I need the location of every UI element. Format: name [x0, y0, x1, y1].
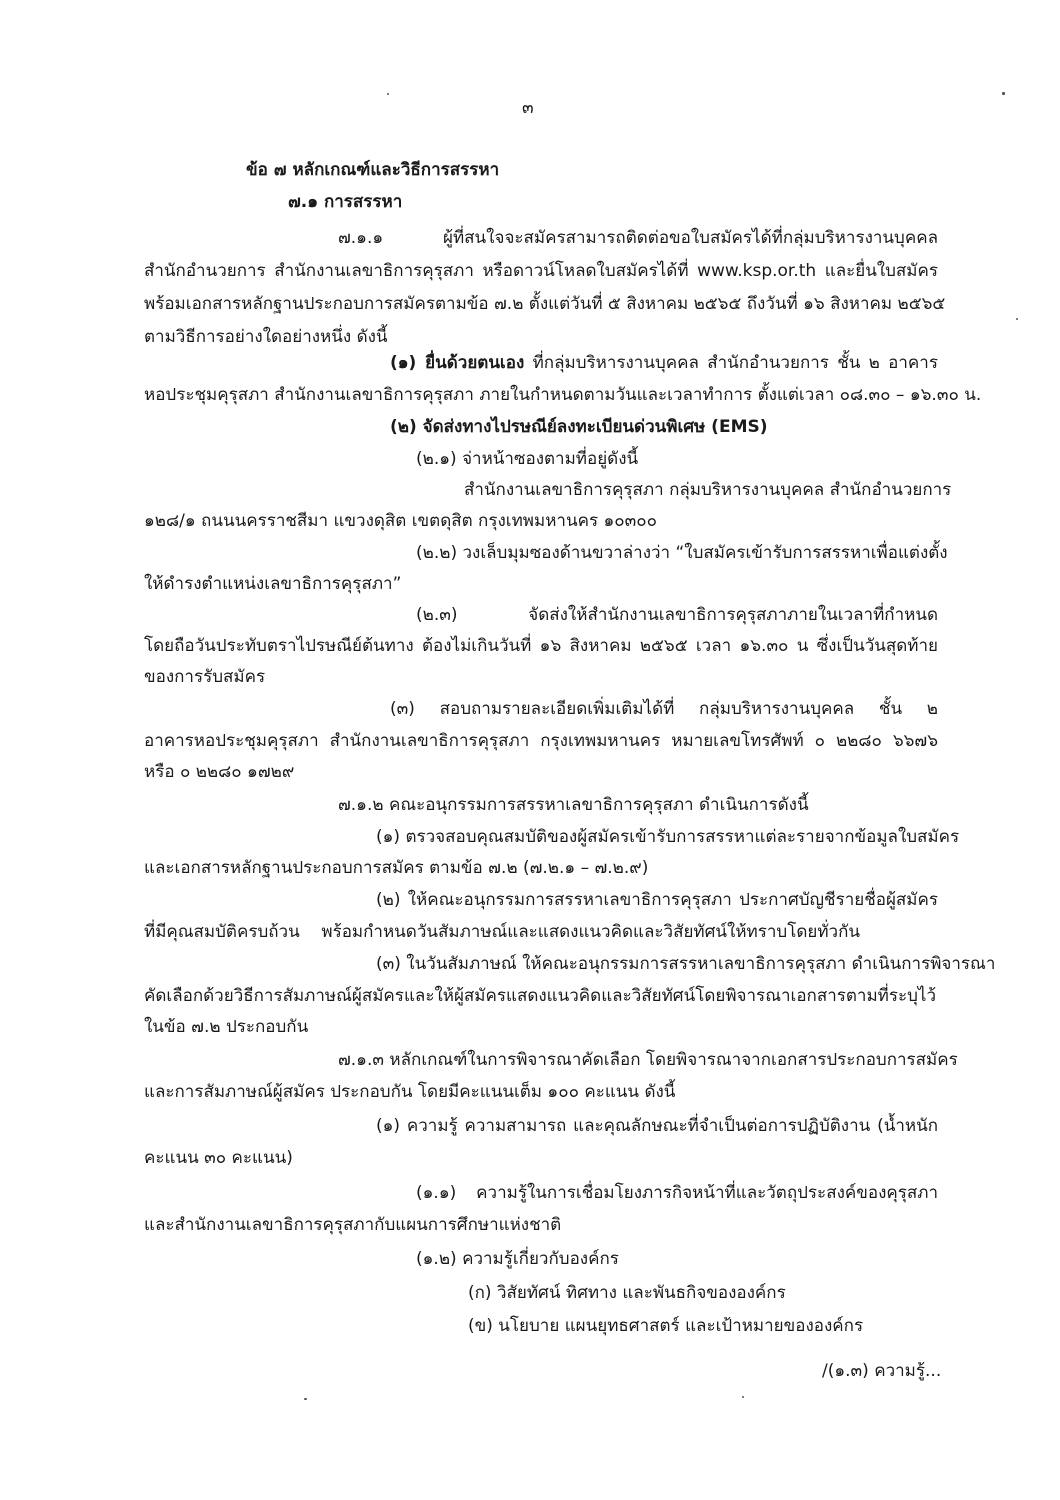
method-heading: (๒) จัดส่งทางไปรษณีย์ลงทะเบียนด่วนพิเศษ (EMS)	[390, 417, 768, 437]
paragraph-line: ๗.๑.๒ คณะอนุกรรมการสรรหาเลขาธิการคุรุสภา ดำเนินการดังนี้	[338, 795, 809, 815]
method-text: ที่กลุ่มบริหารงานบุคคล สำนักอำนวยการ ชั้น ๒ อาคาร	[524, 353, 938, 373]
address-line: ๑๒๘/๑ ถนนนครราชสีมา แขวงดุสิต เขตดุสิต กรุงเทพมหานคร ๑๐๓๐๐	[144, 511, 658, 531]
paragraph-line: ในข้อ ๗.๒ ประกอบกัน	[144, 1017, 309, 1037]
address-line: สำนักงานเลขาธิการคุรุสภา กลุ่มบริหารงานบุคคล สำนักอำนวยการ	[464, 480, 952, 500]
paragraph-line: ตามวิธีการอย่างใดอย่างหนึ่ง ดังนี้	[144, 327, 388, 347]
paragraph-line: หรือ ๐ ๒๒๘๐ ๑๗๒๙	[144, 762, 295, 782]
paragraph-line: คะแนน ๓๐ คะแนน)	[144, 1148, 293, 1168]
page-number: ๓	[522, 98, 534, 118]
paragraph-line: พร้อมเอกสารหลักฐานประกอบการสมัครตามข้อ ๗.๒ ตั้งแต่วันที่ ๕ สิงหาคม ๒๕๖๕ ถึงวันที่ ๑๖ สิงหาคม ๒๕๖๕	[144, 294, 946, 314]
scan-speck	[1002, 92, 1005, 95]
paragraph-line: (๑.๑) ความรู้ในการเชื่อมโยงภารกิจหน้าที่และวัตถุประสงค์ของคุรุสภา	[416, 1183, 938, 1203]
paragraph-line: (ก) วิสัยทัศน์ ทิศทาง และพันธกิจขององค์กร	[468, 1283, 786, 1303]
paragraph-line: (๒) ให้คณะอนุกรรมการสรรหาเลขาธิการคุรุสภา ประกาศบัญชีรายชื่อผู้สมัคร	[376, 890, 938, 910]
paragraph-line: คัดเลือกด้วยวิธีการสัมภาษณ์ผู้สมัครและให้ผู้สมัครแสดงแนวคิดและวิสัยทัศน์โดยพิจารณาเอกสารตามที่ระบุไว้	[144, 986, 937, 1006]
paragraph-line	[390, 351, 938, 375]
paragraph-line: สำนักอำนวยการ สำนักงานเลขาธิการคุรุสภา หรือดาวน์โหลดใบสมัครได้ที่ www.ksp.or.th และยื่นใบสมัคร	[144, 261, 938, 281]
paragraph-line: ให้ดำรงตำแหน่งเลขาธิการคุรุสภา”	[144, 574, 402, 594]
scan-speck	[1016, 318, 1018, 320]
paragraph-line: ๗.๑.๓ หลักเกณฑ์ในการพิจารณาคัดเลือก โดยพิจารณาจากเอกสารประกอบการสมัคร	[338, 1050, 958, 1070]
paragraph-line: (๒.๓) จัดส่งให้สำนักงานเลขาธิการคุรุสภาภายในเวลาที่กำหนด	[416, 605, 938, 625]
section-heading: ข้อ ๗ หลักเกณฑ์และวิธีการสรรหา	[246, 160, 500, 180]
paragraph-line: (๑) ความรู้ ความสามารถ และคุณลักษณะที่จำเป็นต่อการปฏิบัติงาน (น้ำหนัก	[376, 1116, 938, 1136]
paragraph-line: และสำนักงานเลขาธิการคุรุสภากับแผนการศึกษาแห่งชาติ	[144, 1215, 562, 1235]
continued-marker: /(๑.๓) ความรู้...	[822, 1361, 942, 1381]
paragraph-line: (๑.๒) ความรู้เกี่ยวกับองค์กร	[416, 1249, 619, 1269]
paragraph-line: โดยถือวันประทับตราไปรษณีย์ต้นทาง ต้องไม่เกินวันที่ ๑๖ สิงหาคม ๒๕๖๕ เวลา ๑๖.๓๐ น ซึ่งเป็นวันสุดท้าย	[144, 636, 938, 656]
paragraph-line: (๒.๑) จ่าหน้าซองตามที่อยู่ดังนี้	[416, 449, 639, 469]
paragraph-line: ของการรับสมัคร	[144, 667, 266, 687]
paragraph-line: (๓) สอบถามรายละเอียดเพิ่มเติมได้ที่ กลุ่มบริหารงานบุคคล ชั้น ๒	[390, 699, 938, 719]
paragraph-line: (๑) ตรวจสอบคุณสมบัติของผู้สมัครเข้ารับการสรรหาแต่ละรายจากข้อมูลใบสมัคร	[376, 827, 960, 847]
paragraph-line: และการสัมภาษณ์ผู้สมัคร ประกอบกัน โดยมีคะแนนเต็ม ๑๐๐ คะแนน ดังนี้	[144, 1082, 676, 1102]
paragraph-line: หอประชุมคุรุสภา สำนักงานเลขาธิการคุรุสภา ภายในกำหนดตามวันและเวลาทำการ ตั้งแต่เวลา ๐๘.๓๐ – ๑๖.๓๐ น.	[144, 385, 982, 405]
paragraph-line: และเอกสารหลักฐานประกอบการสมัคร ตามข้อ ๗.๒ (๗.๒.๑ – ๗.๒.๙)	[144, 858, 649, 878]
paragraph-line: ที่มีคุณสมบัติครบถ้วน พร้อมกำหนดวันสัมภาษณ์และแสดงแนวคิดและวิสัยทัศน์ให้ทราบโดยทั่วกัน	[144, 922, 860, 942]
paragraph-line: (๓) ในวันสัมภาษณ์ ให้คณะอนุกรรมการสรรหาเลขาธิการคุรุสภา ดำเนินการพิจารณา	[376, 954, 996, 974]
scan-speck	[304, 1398, 307, 1400]
scan-speck	[387, 93, 389, 95]
paragraph-line: อาคารหอประชุมคุรุสภา สำนักงานเลขาธิการคุรุสภา กรุงเทพมหานคร หมายเลขโทรศัพท์ ๐ ๒๒๘๐ ๖๖๗๖	[144, 731, 938, 751]
paragraph-line: (๒.๒) วงเล็บมุมซองด้านขวาล่างว่า “ใบสมัครเข้ารับการสรรหาเพื่อแต่งตั้ง	[416, 543, 948, 563]
paragraph-line: ๗.๑.๑ ผู้ที่สนใจจะสมัครสามารถติดต่อขอใบสมัครได้ที่กลุ่มบริหารงานบุคคล	[338, 228, 938, 248]
method-label: (๑) ยื่นด้วยตนเอง	[390, 353, 525, 373]
paragraph-line: (ข) นโยบาย แผนยุทธศาสตร์ และเป้าหมายขององค์กร	[468, 1316, 864, 1336]
subsection-heading: ๗.๑ การสรรหา	[288, 192, 403, 212]
scan-speck	[742, 1396, 744, 1398]
